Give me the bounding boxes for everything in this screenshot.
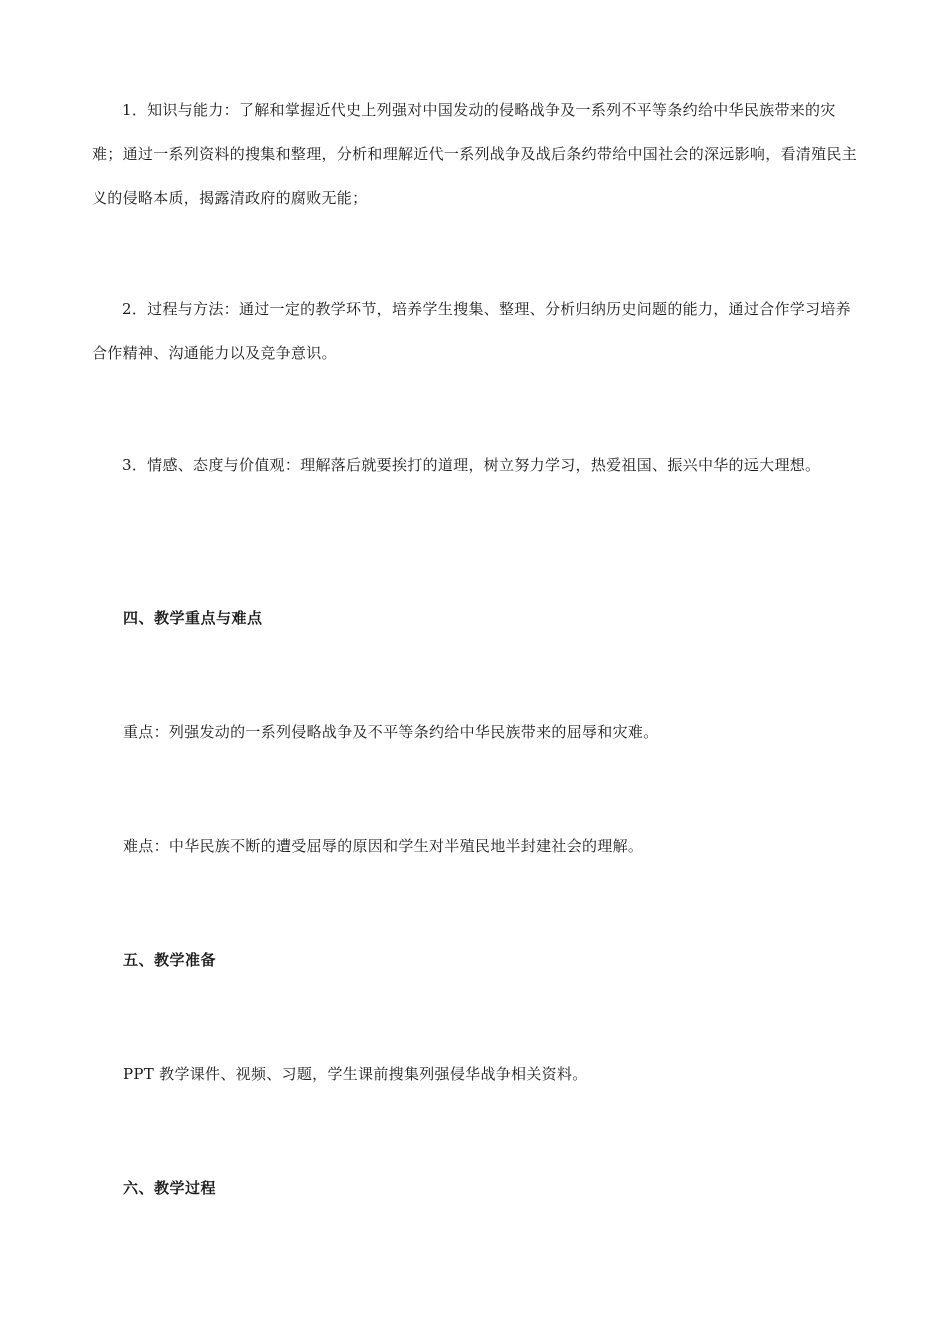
objective-emotion: 3．情感、态度与价值观：理解落后就要挨打的道理，树立努力学习，热爱祖国、振兴中华的远大理想。: [122, 456, 821, 474]
section-heading-preparation: 五、教学准备: [123, 951, 217, 969]
preparation-text: PPT 教学课件、视频、习题，学生课前搜集列强侵华战争相关资料。: [123, 1065, 588, 1083]
difficulty-text: 难点：中华民族不断的遭受屈辱的原因和学生对半殖民地半封建社会的理解。: [123, 837, 644, 855]
section-heading-key-points: 四、教学重点与难点: [123, 609, 263, 627]
objective-process: 2．过程与方法：通过一定的教学环节，培养学生搜集、整理、分析归纳历史问题的能力，通过合作学习培养合作精神、沟通能力以及竞争意识。: [92, 300, 851, 362]
section-heading-process: 六、教学过程: [123, 1179, 217, 1197]
key-point-text: 重点：列强发动的一系列侵略战争及不平等条约给中华民族带来的屈辱和灾难。: [123, 723, 659, 741]
objective-knowledge: 1．知识与能力：了解和掌握近代史上列强对中国发动的侵略战争及一系列不平等条约给中华民族带来的灾难；通过一系列资料的搜集和整理，分析和理解近代一系列战争及战后条约带给中国社会的深远影响，看清殖民主义的侵略本质，揭露清政府的腐败无能；: [92, 101, 858, 207]
